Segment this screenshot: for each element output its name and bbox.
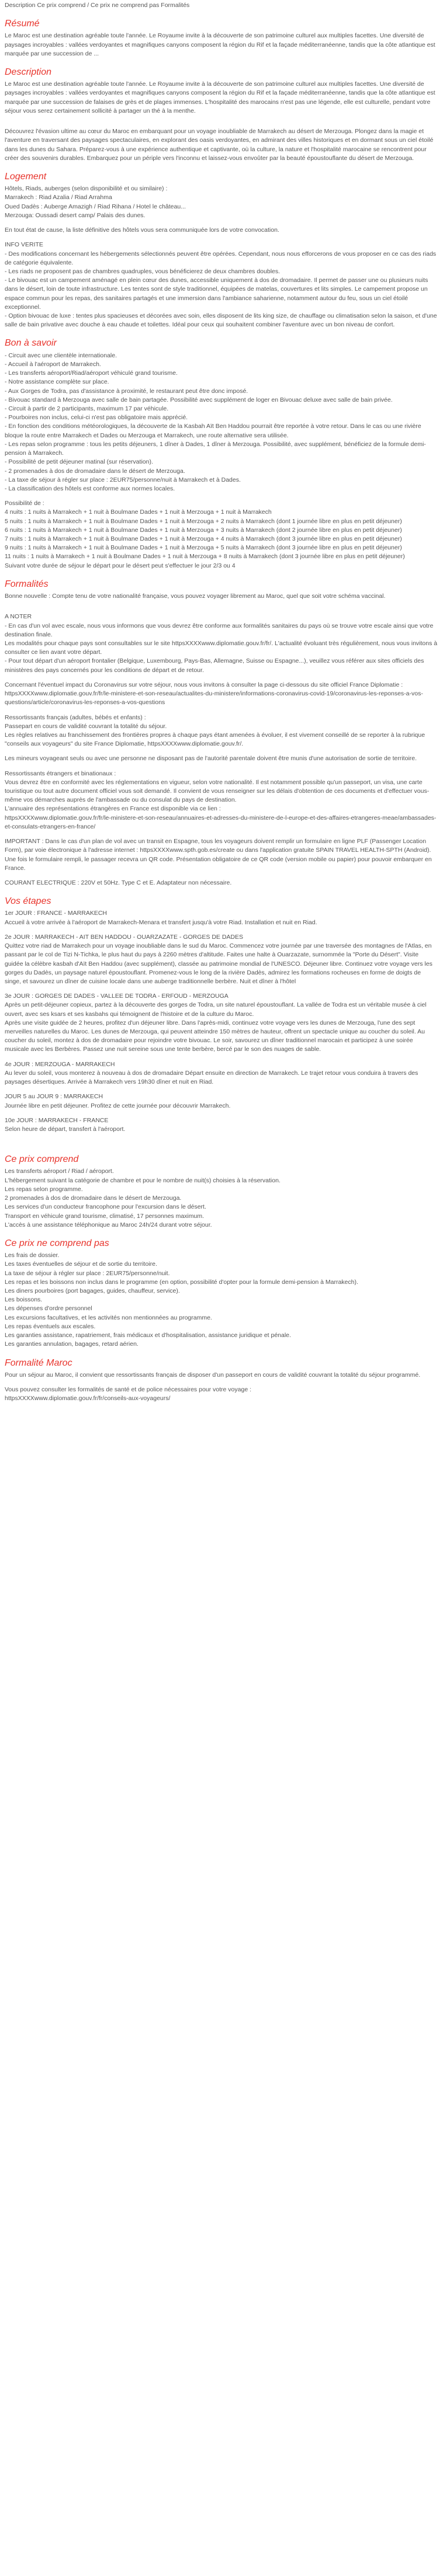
formalites-note: A NOTER - En cas d'un vol avec escale, nous vous informons que vous devrez être conforme aux formalités sanitaires du pays où se trouve votre escale ainsi que votre destination finale. Les modalités pour chaque pays sont consultables sur le site httpsXXXXwww.diplomatie.gouv.fr/fr/. L'actualité évoluant très régulièrement, nous vous invitons à consulter ce lien avant votre départ. - Pour tout départ d'un aéroport frontalier (Belgique, Luxembourg, Pays-Bas, Allemagne, Suisse ou Espagne...), veuillez vous référer aux sites officiels des ministères des pays concernés pour les conditions de départ et de retour. [5,613,438,674]
resume-title: Résumé [5,19,40,29]
comprend-item: 2 promenades à dos de dromadaire dans le désert de Merzouga. [5,1195,182,1202]
ne-comprend-item: Les repas éventuels aux escales. [5,1322,96,1330]
description-title: Description [5,67,52,78]
resume-text: Le Maroc est une destination agréable toute l'année. Le Royaume invite à la découverte de son patrimoine culturel aux multiples facettes. Une diversité de paysages incroyables : vallées verdoyantes et magnifiques canyons composent la région du Rif et la façade méditerranéenne, tandis que la côte atlantique est marquée par une succession de ... [5,32,435,57]
formalite-maroc-p1: Pour un séjour au Maroc, il convient que ressortissants français de disposer d'un passeport en cours de validité couvrant la totalité du séjour programmé. [5,1371,421,1378]
etape-day: 1er JOUR : FRANCE - MARRAKECH Accueil à votre arrivée à l'aéroport de Marrakech-Menara et transfert jusqu'à votre Riad. Installation et nuit en Riad. [5,910,317,926]
bon-a-savoir-title: Bon à savoir [5,338,57,349]
etape-day: 4e JOUR : MERZOUGA - MARRAKECH Au lever du soleil, vous monterez à nouveau à dos de dromadaire Départ ensuite en direction de Marrakech. Le trajet retour vous conduira à travers des paysages désertiques. Arrivée à Marrakech vers 19h30 dîner et nuit en Riad. [5,1060,418,1086]
comprend-item: Transport en véhicule grand tourisme, climatisé, 17 personnes maximum. [5,1212,205,1220]
bon-a-savoir-text: - Circuit avec une clientèle internationale. - Accueil à l'aéroport de Marrakech. - Les transferts aéroport/Riad/aéroport véhiculé grand tourisme. - Notre assistance complète sur place. - Aux Gorges de Todra, pas d'assistance à proximité, le restaurant peut être donc imposé. - Bivouac standard à Merzouga avec salle de bain partagée. Possibilité avec supplément de loger en Bivouac deluxe avec salle de bain privée. - Circuit à partir de 2 participants, maximum 17 par véhicule. - Pourboires non inclus, celui-ci n'est pas obligatoire mais apprécié. - En fonction des conditions météorologiques, la découverte de la Kasbah Aït Ben Haddou pourrait être reportée à votre retour. Dans le cas ou une rivière bloque la route entre Marrakech et Dades ou Merzouga et Marrakech, une route alternative sera utilisée. - Les repas selon programme : tous les petits déjeuners, 1 dîner à Dades, 1 dîner à Merzouga. Possibilité, avec supplément, bénéficiez de la formule demi-pension à Marrakech. - Possibilité de petit déjeuner matinal (sur réservation). - 2 promenades à dos de dromadaire dans le désert de Merzouga. - La taxe de séjour à régler sur place : 2EUR75/personne/nuit à Marrakech et à Dades. - La classification des hôtels est conforme aux normes locales. [5,351,426,492]
ne-comprend-item: Les taxes éventuelles de séjour et de sortie du territoire. [5,1261,157,1268]
possibilite-title: Possibilité de : [5,500,44,507]
ne-comprend-item: Les diners pourboires (port bagages, guides, chauffeur, service). [5,1287,180,1294]
comprend-title: Ce prix comprend [5,1154,79,1165]
etape-day: JOUR 5 au JOUR 9 : MARRAKECH Journée libre en petit déjeuner. Profitez de cette journée pour découvrir Marrakech. [5,1093,231,1109]
formalites-ressortissants: Ressortissants français (adultes, bébés et enfants) : Passepart en cours de validité couvrant la totalité du séjour. Les règles relatives au franchissement des frontières propres à chaque pays étant amenées à évoluer, il est vivement conseillé de se reporter à la rubrique "conseils aux voyageurs" du site France Diplomatie, httpsXXXXwww.diplomatie.gouv.fr/. [5,713,425,748]
info-verite-text: - Des modifications concernant les hébergements sélectionnés peuvent être opérées. Cependant, nous nous efforcerons de vous proposer en ce cas des riads de catégorie équivalente. - Les riads ne proposent pas de chambres quadruples, vous bénéficierez de deux chambres doubles. - Le bivouac est un campement aménagé en plein cœur des dunes, accessible uniquement à dos de dromadaire. Il permet de passer une ou plusieurs nuits dans le désert, loin de toute infrastructure. Les tentes sont de style traditionnel, équipées de matelas, couvertures et lits simples. Le campement propose un espace commun pour les repas, des sanitaires partagés et une immersion dans l'ambiance saharienne, notamment autour du feu, sous un ciel étoilé exceptionnel. - Option bivouac de luxe : tentes plus spacieuses et décorées avec soin, elles disposent de lits king size, de chauffage ou climatisation selon la saison, et d'une salle de bain privative avec douche à eau chaude et toilettes. Idéal pour ceux qui souhaitent combiner l'aventure avec un bon niveau de confort. [5,250,437,329]
possibilite-text: 4 nuits : 1 nuits à Marrakech + 1 nuit à Boulmane Dades + 1 nuit à Merzouga + 1 nuit à Marrakech 5 nuits : 1 nuits à Marrakech + 1 nuit à Boulmane Dades + 1 nuit à Merzouga + 2 nuits à Marrakech (dont 1 journée libre en plus en petit déjeuner) 6 nuits : 1 nuits à Marrakech + 1 nuit à Boulmane Dades + 1 nuit à Merzouga + 3 nuits à Marrakech (dont 2 journée libre en plus en petit déjeuner) 7 nuits : 1 nuits à Marrakech + 1 nuit à Boulmane Dades + 1 nuit à Merzouga + 4 nuits à Marrakech (dont 3 journée libre en plus en petit déjeuner) 9 nuits : 1 nuits à Marrakech + 1 nuit à Boulmane Dades + 1 nuit à Merzouga + 5 nuits à Marrakech (dont 3 journée libre en plus en petit déjeuner) 11 nuits : 1 nuits à Marrakech + 1 nuit à Boulmane Dades + 1 nuit à Merzouga + 8 nuits à Marrakech (dont 3 journée libre en plus en petit déjeuner) Suivant votre durée de séjour le départ pour le désert peut s'effectuer le jour 2/3 ou 4 [5,509,405,569]
formalites-etrangers: Ressortissants étrangers et binationaux : Vous devrez être en conformité avec les réglementations en vigueur, selon votre nationalité. Il est notamment possible qu'un passeport, un visa, une carte touristique ou tout autre document officiel vous soit demandé. Il convient de vous renseigner sur les délais d'obtention de ces documents et d'effectuer vous-même vos démarches auprès de l'ambassade ou du consulat du pays de destination. L'annuaire des représentations étrangères en France est disponible via ce lien : httpsXXXXwww.diplomatie.gouv.fr/fr/le-ministere-et-son-reseau/annuaires-et-adresses-du-ministere-de-l-europe-et-des-affaires-etrangeres-meae/ambassades-et-consulats-etrangers-en-france/ [5,770,437,830]
etape-day: 2e JOUR : MARRAKECH - AIT BEN HADDOU - OUARZAZATE - GORGES DE DADES Quittez votre riad de Marrakech pour un voyage inoubliable dans le sud du Maroc. Commencez votre journée par une traversée des montagnes de l'Atlas, en passant par le col de Tizi N-Tichka, le plus haut du pays à 2260 mètres d'altitude. Faites une halte à Ouarzazate, surnommée la "Porte du Désert". Visite guidée la célèbre kasbah d'Aït Ben Haddou (avec supplément), classée au patrimoine mondial de l'UNESCO. Déjeuner libre. Continuez votre voyage vers les gorges du Dadès, un paysage naturel époustouflant. Promenez-vous le long de la rivière Dadès, admirez les formations rocheuses en forme de doigts de singe, et savourez un dîner de cuisine locale dans une auberge traditionnelle berbère. Nuit et dîner à l'hôtel [5,933,432,985]
ne-comprend-item: Les repas et les boissons non inclus dans le programme (en option, possibilité d'opter pour la formule demi-pension à Marrakech). [5,1278,358,1286]
formalite-maroc-p2[interactable]: Vous pouvez consulter les formalités de santé et de police nécessaires pour votre voyage : httpsXXXXwww.diplomatie.gouv.fr/fr/conseils-aux-voyageurs/ [5,1386,251,1402]
logement-line: Oued Dadès : Auberge Amazigh / Riad Rihana / Hotel le château... [5,203,186,210]
ne-comprend-item: Les frais de dossier. [5,1252,60,1259]
ne-comprend-item: Les garanties assistance, rapatriement, frais médicaux et d'hospitalisation, assistance juridique et pénale. [5,1332,291,1339]
logement-list [5,185,438,220]
ne-comprend-title: Ce prix ne comprend pas [5,1238,109,1248]
description-paragraph-2: Découvrez l'évasion ultime au cœur du Maroc en embarquant pour un voyage inoubliable de Marrakech au désert de Merzouga. Plongez dans la magie et l'aventure en traversant des paysages spectaculaires, en explorant des oasis verdoyantes, en admirant des villes historiques et en dormant sous un ciel étoilé dans les dunes du Sahara. Préparez-vous à une expérience authentique et captivante, où la culture, la nature et l'hospitalité marocaine se rencontrent pour créer des souvenirs durables. Embarquez pour un périple vers l'inconnu et laissez-vous envoûter par la beauté époustouflante du désert de Merzouga. [5,128,434,162]
comprend-item: L'accès à une assistance téléphonique au Maroc 24h/24 durant votre séjour. [5,1221,212,1228]
formalites-covid: Concernant l'éventuel impact du Coronavirus sur votre séjour, nous vous invitons à consulter la page ci-dessous du site officiel France Diplomatie : httpsXXXXwww.diplomatie.gouv.fr/fr/le-ministere-et-son-reseau/actualites-du-ministere/informations-coronavirus-covid-19/coronavirus-les-reponses-a-vos-questions/article/coronavirus-les-reponses-a-vos-questions [5,681,423,706]
ne-comprend-item: Les boissons. [5,1296,43,1304]
ne-comprend-item: Les garanties annulation, bagages, retard aérien. [5,1341,139,1348]
formalites-important: IMPORTANT : Dans le cas d'un plan de vol avec un transit en Espagne, tous les voyageurs doivent remplir un formulaire en ligne PLF (Passenger Location Form), par voie électronique à l'adresse internet : httpsXXXXwww.spth.gob.es/create ou dans l'application gratuite SPAIN TRAVEL HEALTH-SPTH (Android). Une fois le formulaire rempli, le passager recevra un QR code. Présentation obligatoire de ce QR code (version mobile ou papier) pour pouvoir embarquer en France. [5,838,432,872]
comprend-item: Les repas selon programme. [5,1185,83,1193]
comprend-item: Les transferts aéroport / Riad / aéroport. [5,1168,114,1175]
etape-day: 3e JOUR : GORGES DE DADES - VALLEE DE TODRA - ERFOUD - MERZOUGA Après un petit-déjeuner copieux, partez à la découverte des gorges de Todra, un site naturel époustouflant. La vallée de Todra est un véritable musée à ciel ouvert, avec ses ksars et ses kasbahs qui témoignent de l'histoire et de la culture du Maroc. Après une visite guidée de 2 heures, profitez d'un déjeuner libre. Dans l'après-midi, continuez votre voyage vers les dunes de Merzouga, l'une des sept merveilles naturelles du Maroc. Les dunes de Merzouga, qui peuvent atteindre 150 mètres de hauteur, offrent un spectacle unique au coucher du soleil. Au coucher du soleil, montez à dos de dromadaire pour rejoindre votre bivouac. Le soir, savourez un dîner traditionnel marocain et participez à une soirée musicale avec les Berbères. Passez une nuit sereine sous une tente berbère, bercé par le son des nuages de sable. [5,993,427,1053]
formalites-courant: COURANT ELECTRIQUE : 220V et 50Hz. Type C et E. Adaptateur non nécessaire. [5,879,232,886]
ne-comprend-item: Les excursions facultatives, et les activités non mentionnées au programme. [5,1314,212,1321]
description-paragraph-1: Le Maroc est une destination agréable toute l'année. Le Royaume invite à la découverte de son patrimoine culturel aux multiples facettes. Une diversité de paysages incroyables : vallées verdoyantes et magnifiques canyons composent la région du Rif et la façade méditerranéenne, tandis que la côte atlantique est marquée par une succession de falaises de grès et de plages immenses. L'hospitalité des marocains n'est pas une légende, elle est culturelle, pendant votre séjour vous serez certainement sollicité à partager un thé à la menthe. [5,81,435,114]
formalite-maroc-title: Formalité Maroc [5,1357,72,1368]
logement-title: Logement [5,172,47,182]
info-verite-title: INFO VERITE [5,241,43,249]
formalites-p1: Bonne nouvelle : Compte tenu de votre nationalité française, vous pouvez voyager librement au Maroc, quel que soit votre schéma vaccinal. [5,593,386,600]
ne-comprend-item: Les dépenses d'ordre personnel [5,1305,92,1313]
formalites-title: Formalités [5,579,49,589]
logement-note: En tout état de cause, la liste définitive des hôtels vous sera communiquée lors de votre convocation. [5,227,279,234]
ne-comprend-list [5,1251,438,1349]
logement-line: Marrakech : Riad Azalia / Riad Arrahma [5,194,112,201]
comprend-item: L'hébergement suivant la catégorie de chambre et pour le nombre de nuit(s) choisies à la réservation. [5,1176,281,1184]
comprend-list [5,1167,438,1230]
section-tabs[interactable]: Description Ce prix comprend / Ce prix ne comprend pas Formalités [5,2,190,9]
logement-line: Hôtels, Riads, auberges (selon disponibilité et ou similaire) : [5,185,168,193]
logement-line: Merzouga: Oussadi desert camp/ Palais des dunes. [5,211,146,219]
etape-day: 10e JOUR : MARRAKECH - FRANCE Selon heure de départ, transfert à l'aéroport. [5,1116,126,1133]
formalites-mineurs: Les mineurs voyageant seuls ou avec une personne ne disposant pas de l'autorité parentale doivent être munis d'une autorisation de sortie de territoire. [5,755,417,763]
comprend-item: Les services d'un conducteur francophone pour l'excursion dans le désert. [5,1203,206,1211]
ne-comprend-item: La taxe de séjour à régler sur place : 2EUR75/personne/nuit. [5,1269,170,1277]
etapes-title: Vos étapes [5,896,51,907]
